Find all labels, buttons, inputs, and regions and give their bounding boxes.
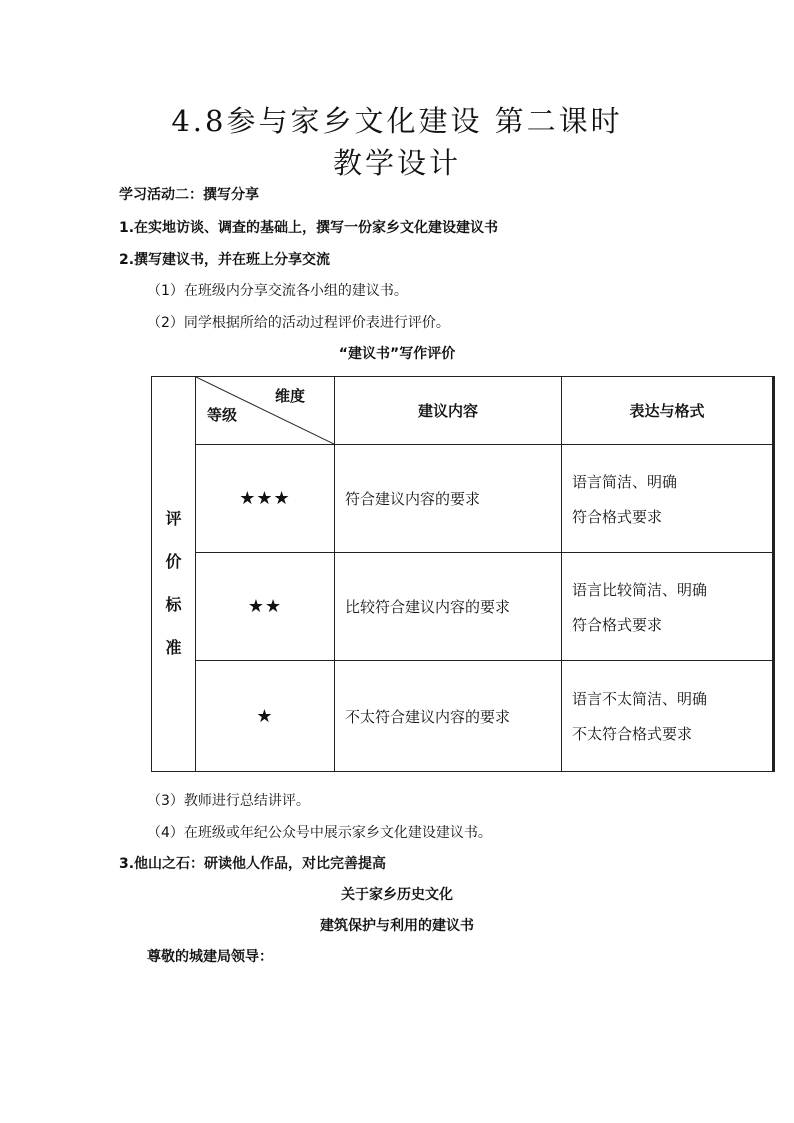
row-2-content: 比较符合建议内容的要求	[345, 598, 511, 616]
letter-salutation: 尊敬的城建局领导：	[147, 949, 273, 965]
format-line: 符合格式要求	[572, 507, 663, 526]
row-2-format	[562, 553, 772, 660]
evaluation-table	[151, 376, 775, 772]
row-3-format	[562, 661, 772, 771]
side-label-char: 价	[165, 552, 182, 571]
table-caption: “建议书”写作评价	[338, 346, 456, 362]
row-1-content: 符合建议内容的要求	[345, 490, 481, 508]
format-line: 符合格式要求	[572, 615, 663, 634]
side-label	[152, 506, 195, 658]
row-3-stars: ★	[256, 705, 274, 727]
header-grade: 等级	[207, 406, 238, 424]
document-subtitle: 教学设计	[332, 146, 461, 180]
format-line: 语言不太简洁、明确	[572, 690, 708, 708]
format-line: 语言比较简洁、明确	[572, 580, 708, 599]
side-label-char: 标	[165, 595, 182, 614]
sub-item-1: （1）在班级内分享交流各小组的建议书。	[147, 283, 408, 299]
item-2: 2.撰写建议书，并在班上分享交流	[119, 252, 331, 268]
sub-item-3: （3）教师进行总结讲评。	[147, 793, 310, 809]
header-content: 建议内容	[417, 402, 478, 420]
side-label-char: 评	[165, 509, 182, 528]
side-label-char: 准	[165, 638, 182, 657]
item-3: 3.他山之石：研读他人作品，对比完善提高	[119, 856, 387, 872]
header-format: 表达与格式	[629, 402, 705, 420]
row-3-content: 不太符合建议内容的要求	[345, 707, 511, 726]
row-1-stars: ★★★	[239, 488, 291, 509]
header-dimension: 维度	[275, 387, 306, 405]
row-1-format	[562, 445, 772, 552]
row-2-stars: ★★	[247, 596, 283, 617]
item-1: 1.在实地访谈、调查的基础上，撰写一份家乡文化建设建议书	[119, 220, 499, 236]
letter-title-1: 关于家乡历史文化	[341, 887, 453, 903]
format-line: 不太符合格式要求	[572, 725, 693, 743]
sub-item-2: （2）同学根据所给的活动过程评价表进行评价。	[147, 315, 450, 331]
format-line: 语言简洁、明确	[572, 472, 678, 491]
sub-item-4: （4）在班级或年纪公众号中展示家乡文化建设建议书。	[147, 825, 492, 841]
letter-title-2: 建筑保护与利用的建议书	[320, 918, 474, 934]
activity-heading: 学习活动二：撰写分享	[119, 187, 259, 203]
document-title: 4.8参与家乡文化建设 第二课时	[171, 104, 623, 138]
